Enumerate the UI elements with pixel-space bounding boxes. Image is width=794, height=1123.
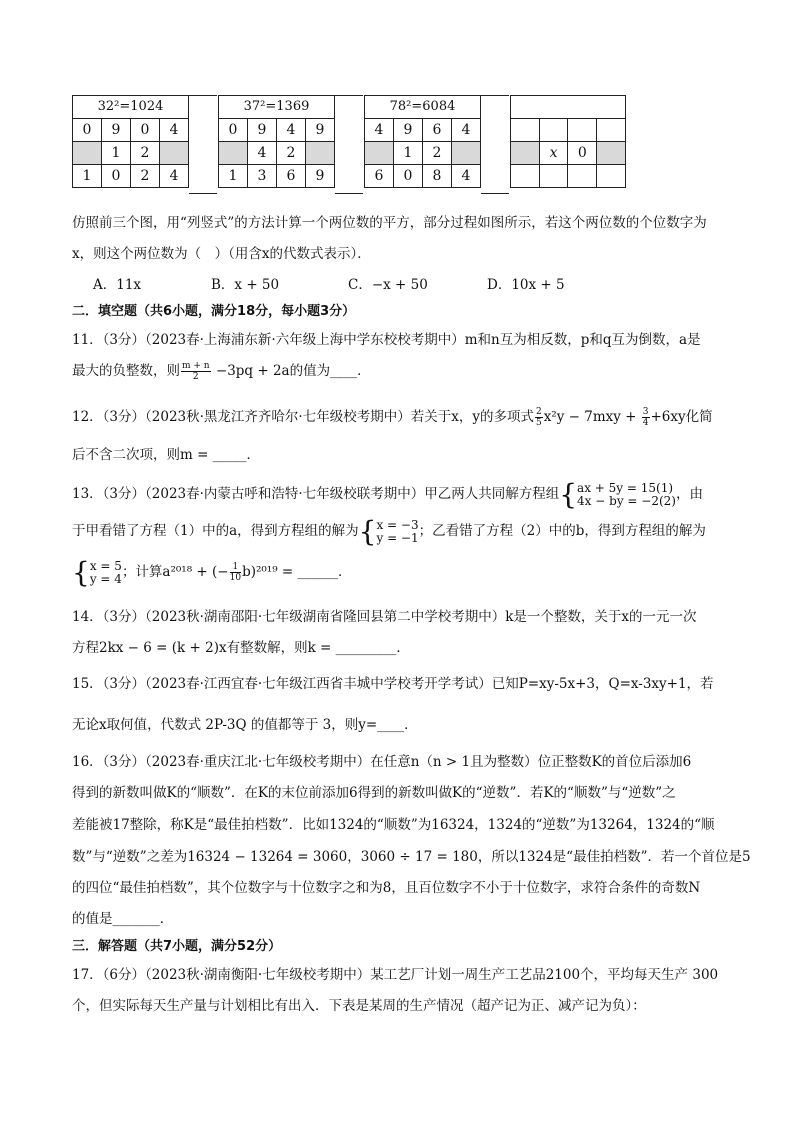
grid-header: 37²=1369 xyxy=(219,96,335,119)
q12-text-c: +6xy化简 xyxy=(650,409,713,425)
grid-37-squared xyxy=(218,95,335,188)
q13-text-a: 13．（3分）（2023春·内蒙古呼和浩特·七年级校联考期中）甲乙两人共同解方程组 xyxy=(72,486,560,502)
q16-line6: 的值是_______． xyxy=(72,911,174,927)
q10-option-b: B．x + 50 xyxy=(211,277,280,293)
grid-spacer xyxy=(481,95,509,194)
q12-fraction-1 xyxy=(535,407,543,428)
grid-cell xyxy=(597,165,626,188)
section-fill-in-title: 二．填空题（共6小题，满分18分，每小题3分） xyxy=(72,304,356,319)
grid-cell: 0 xyxy=(219,119,248,142)
fraction-numerator: 3 xyxy=(642,407,649,417)
grid-cell: 2 xyxy=(423,142,452,165)
grid-spacer xyxy=(189,95,217,194)
grid-unknown xyxy=(510,95,626,188)
q10-line2: x，则这个两位数为（ ）（用含x的代数式表示）． xyxy=(72,246,371,262)
solution-x: x = −3 xyxy=(376,517,419,532)
grid-cell: 1 xyxy=(219,165,248,188)
grid-cell xyxy=(597,119,626,142)
grid-cell: 9 xyxy=(394,119,423,142)
section-answer-title: 三．解答题（共7小题，满分52分） xyxy=(72,939,282,954)
q11-line1: 11．（3分）（2023春·上海浦东新·六年级上海中学东校校考期中）m和n互为相反数，p和q互为倒数，a是 xyxy=(72,332,701,348)
q13-text-f: b)²⁰¹⁹ = ______． xyxy=(242,564,352,580)
q11-fraction xyxy=(181,361,211,382)
fraction-denominator: 5 xyxy=(535,418,542,428)
q13-text-b: ，由 xyxy=(675,486,703,502)
grid-cell: 3 xyxy=(248,165,277,188)
q13-fraction xyxy=(230,562,241,583)
fraction-numerator: m + n xyxy=(182,361,210,371)
grid-cell: 2 xyxy=(131,142,160,165)
q13-solution-2 xyxy=(90,560,122,586)
equation-1: ax + 5y = 15(1) xyxy=(577,480,674,495)
solution-x: x = 5 xyxy=(89,558,122,573)
grid-cell: 8 xyxy=(423,165,452,188)
q15-line1: 15．（3分）（2023春·江西宜春·七年级江西省丰城中学校考开学考试）已知P=xy-5x+3，Q=x-3xy+1，若 xyxy=(72,676,714,692)
grid-32-squared xyxy=(72,95,189,188)
fraction-denominator: 4 xyxy=(642,418,649,428)
grid-cell: 9 xyxy=(306,165,335,188)
q10-option-c: C．−x + 50 xyxy=(348,277,428,293)
grid-cell: 4 xyxy=(248,142,277,165)
brace-glyph: { xyxy=(72,556,90,589)
grid-cell xyxy=(539,119,568,142)
q13-line2 xyxy=(72,515,706,548)
grid-cell: 4 xyxy=(277,119,306,142)
q16-line4: 数”与“逆数”之差为16324 − 13264 = 3060，3060 ÷ 17 = 180，所以1324是“最佳拍档数”．若一个首位是5 xyxy=(72,849,751,865)
grid-cell: 0 xyxy=(73,119,102,142)
grid-cell: 4 xyxy=(452,165,481,188)
q13-line1 xyxy=(72,478,703,511)
q12-text-a: 12．（3分）（2023秋·黑龙江齐齐哈尔·七年级校考期中）若关于x，y的多项式 xyxy=(72,409,534,425)
grid-cell: 1 xyxy=(73,165,102,188)
q12-fraction-2 xyxy=(642,407,650,428)
q16-line5: 的四位“最佳拍档数”，其个位数字与十位数字之和为8，且百位数字不小于十位数字，求符合条件的奇数N xyxy=(72,880,701,896)
q16-line1: 16．（3分）（2023春·重庆江北·七年级校考期中）在任意n（n > 1且为整数）位正整数K的首位后添加6 xyxy=(72,754,692,770)
q10-line1: 仿照前三个图，用“列竖式”的方法计算一个两位数的平方，部分过程如图所示，若这个两位数的个位数字为 xyxy=(72,215,707,231)
grid-cell: 9 xyxy=(248,119,277,142)
solution-y: y = 4 xyxy=(89,571,122,586)
q12-line1 xyxy=(72,405,713,428)
grid-cell-shaded xyxy=(73,142,102,165)
q17-line1: 17．（6分）（2023秋·湖南衡阳·七年级校考期中）某工艺厂计划一周生产工艺品2100个，平均每天生产 300 xyxy=(72,967,719,983)
q15-line2: 无论x取何值，代数式 2P-3Q 的值都等于 3，则y=____． xyxy=(72,717,418,733)
grid-cell: 6 xyxy=(423,119,452,142)
q11-line2 xyxy=(72,359,371,382)
grid-header: 32²=1024 xyxy=(73,96,189,119)
grid-cell-shaded xyxy=(160,142,189,165)
equation-2: 4x − by = −2(2) xyxy=(577,493,676,508)
grid-cell: 2 xyxy=(131,165,160,188)
grid-cell: 0 xyxy=(102,165,131,188)
q13-equation-system xyxy=(577,482,676,508)
grid-cell-shaded xyxy=(219,142,248,165)
grid-spacer xyxy=(335,95,363,194)
grid-cell: 4 xyxy=(160,119,189,142)
grid-cell xyxy=(511,119,540,142)
square-grid-figures xyxy=(72,95,626,194)
q11-text-a: 最大的负整数，则 xyxy=(72,363,180,379)
solution-y: y = −1 xyxy=(376,530,419,545)
q13-solution-1 xyxy=(376,519,418,545)
grid-header: 78²=6084 xyxy=(365,96,481,119)
q16-line2: 得到的新数叫做K的“顺数”．在K的末位前添加6得到的新数叫做K的“逆数”．若K的“顺数”与“逆数”之 xyxy=(72,785,676,801)
grid-cell: x xyxy=(539,142,568,165)
grid-cell: 4 xyxy=(365,119,394,142)
q13-line3 xyxy=(72,556,352,589)
grid-cell: 0 xyxy=(131,119,160,142)
q13-text-d: ；乙看错了方程（2）中的b，得到方程组的解为 xyxy=(418,523,706,539)
q17-line2: 个，但实际每天生产量与计划相比有出入．下表是某周的生产情况（超产记为正、减产记为负）： xyxy=(72,998,646,1014)
grid-cell: 0 xyxy=(568,142,597,165)
grid-cell-shaded xyxy=(597,142,626,165)
grid-78-squared xyxy=(364,95,481,188)
q14-line1: 14．（3分）（2023秋·湖南邵阳·七年级湖南省隆回县第二中学校考期中）k是一个整数，关于x的一元一次 xyxy=(72,609,697,625)
grid-cell-shaded xyxy=(452,142,481,165)
q12-line2: 后不含二次项，则m = _____． xyxy=(72,447,260,463)
q12-text-b: x²y − 7mxy + xyxy=(543,409,641,425)
fraction-numerator: 1 xyxy=(230,562,241,573)
grid-cell xyxy=(511,165,540,188)
brace-glyph: { xyxy=(358,515,377,548)
grid-cell xyxy=(539,165,568,188)
grid-cell: 4 xyxy=(160,165,189,188)
grid-cell: 1 xyxy=(394,142,423,165)
brace-glyph: { xyxy=(559,478,578,511)
grid-cell-shaded xyxy=(306,142,335,165)
q10-option-a: A．11x xyxy=(93,277,142,293)
grid-cell: 9 xyxy=(306,119,335,142)
grid-cell: 6 xyxy=(277,165,306,188)
fraction-denominator: 2 xyxy=(192,372,199,382)
grid-cell xyxy=(568,165,597,188)
grid-cell xyxy=(568,119,597,142)
grid-cell: 6 xyxy=(365,165,394,188)
q11-text-b: −3pq + 2a的值为____． xyxy=(211,363,371,379)
grid-cell: 4 xyxy=(452,119,481,142)
q16-line3: 差能被17整除，称K是“最佳拍档数”．比如1324的“顺数”为16324，1324的“逆数”为13264，1324的“顺 xyxy=(72,817,715,833)
fraction-numerator: 2 xyxy=(535,407,542,417)
q14-line2: 方程2kx − 6 = (k + 2)x有整数解，则k = _________． xyxy=(72,640,410,656)
grid-header xyxy=(511,96,626,119)
q13-text-e: ；计算a²⁰¹⁸ + (− xyxy=(121,564,229,580)
fraction-denominator: 10 xyxy=(229,573,242,583)
q13-text-c: 于甲看错了方程（1）中的a，得到方程组的解为 xyxy=(72,523,359,539)
grid-cell-shaded xyxy=(511,142,540,165)
grid-cell: 9 xyxy=(102,119,131,142)
grid-cell: 0 xyxy=(394,165,423,188)
grid-cell-shaded xyxy=(365,142,394,165)
q10-option-d: D．10x + 5 xyxy=(487,277,565,293)
grid-cell: 1 xyxy=(102,142,131,165)
grid-cell: 2 xyxy=(277,142,306,165)
